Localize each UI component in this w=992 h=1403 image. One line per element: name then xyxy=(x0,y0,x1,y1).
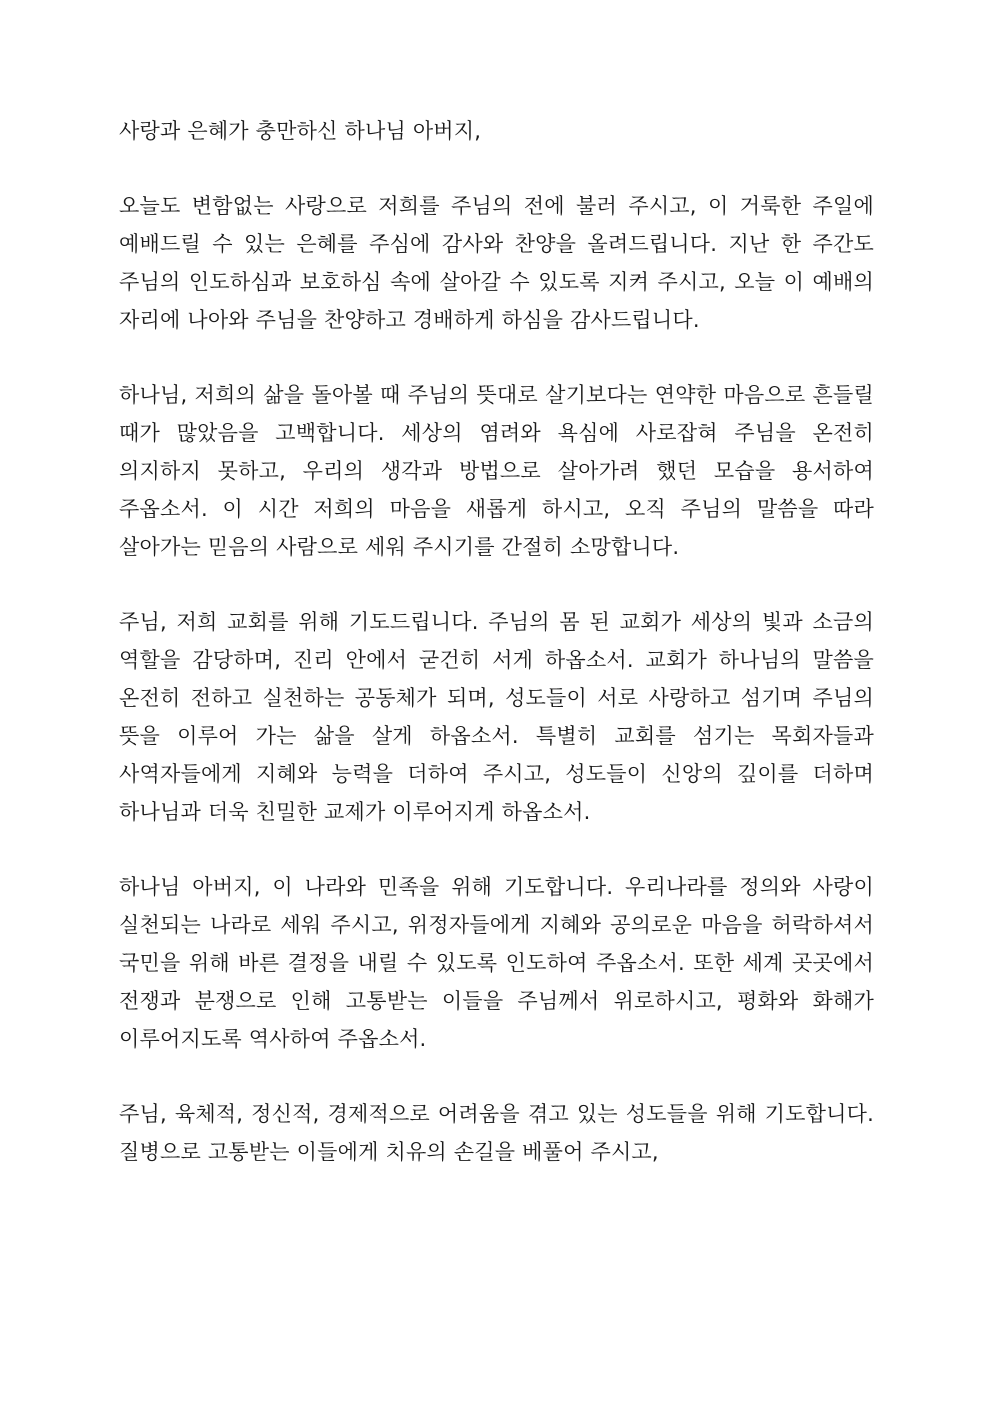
paragraph-confession: 하나님, 저희의 삶을 돌아볼 때 주님의 뜻대로 살기보다는 연약한 마음으로 흔들릴 때가 많았음을 고백합니다. 세상의 염려와 욕심에 사로잡혀 주님을 온전히 의지하지 못하고, 우리의 생각과 방법으로 살아가려 했던 모습을 용서하여 주옵소서. 이 시간 저희의 마음을 새롭게 하시고, 오직 주님의 말씀을 따라 살아가는 믿음의 사람으로 세워 주시기를 간절히 소망합니다. xyxy=(119,383,874,559)
paragraph-suffering: 주님, 육체적, 정신적, 경제적으로 어려움을 겪고 있는 성도들을 위해 기도합니다. 질병으로 고통받는 이들에게 치유의 손길을 베풀어 주시고, xyxy=(119,1102,874,1164)
paragraph-nation: 하나님 아버지, 이 나라와 민족을 위해 기도합니다. 우리나라를 정의와 사랑이 실천되는 나라로 세워 주시고, 위정자들에게 지혜와 공의로운 마음을 허락하셔서 국민을 위해 바른 결정을 내릴 수 있도록 인도하여 주옵소서. 또한 세계 곳곳에서 전쟁과 분쟁으로 인해 고통받는 이들을 주님께서 위로하시고, 평화와 화해가 이루어지도록 역사하여 주옵소서. xyxy=(119,875,874,1051)
paragraph-thanksgiving: 오늘도 변함없는 사랑으로 저희를 주님의 전에 불러 주시고, 이 거룩한 주일에 예배드릴 수 있는 은혜를 주심에 감사와 찬양을 올려드립니다. 지난 한 주간도 주님의 인도하심과 보호하심 속에 살아갈 수 있도록 지켜 주시고, 오늘 이 예배의 자리에 나아와 주님을 찬양하고 경배하게 하심을 감사드립니다. xyxy=(119,194,874,332)
prayer-text xyxy=(119,112,874,1208)
salutation: 사랑과 은혜가 충만하신 하나님 아버지, xyxy=(119,119,482,143)
paragraph-church: 주님, 저희 교회를 위해 기도드립니다. 주님의 몸 된 교회가 세상의 빛과 소금의 역할을 감당하며, 진리 안에서 굳건히 서게 하옵소서. 교회가 하나님의 말씀을 온전히 전하고 실천하는 공동체가 되며, 성도들이 서로 사랑하고 섬기며 주님의 뜻을 이루어 가는 삶을 살게 하옵소서. 특별히 교회를 섬기는 목회자들과 사역자들에게 지혜와 능력을 더하여 주시고, 성도들이 신앙의 깊이를 더하며 하나님과 더욱 친밀한 교제가 이루어지게 하옵소서. xyxy=(119,610,874,824)
